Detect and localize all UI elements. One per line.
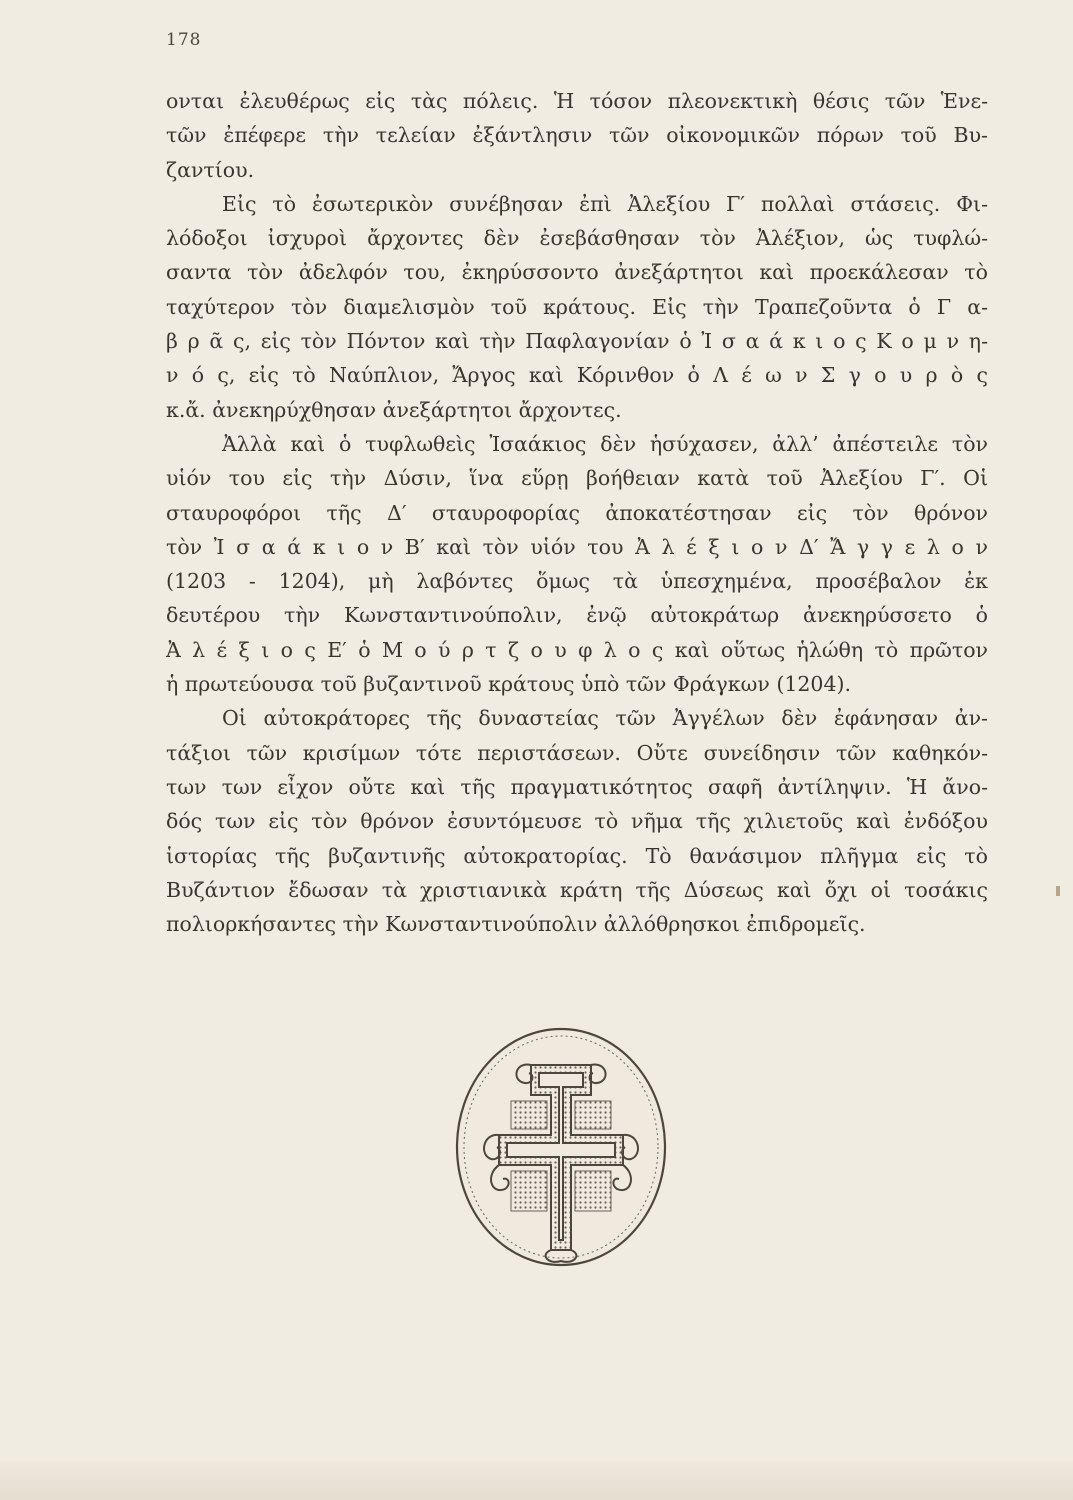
text-line: λόδοξοι ἰσχυροὶ ἄρχοντες δὲν ἐσεβάσθησαν τὸν Ἀλέξιον, ὡς τυφλώ- (166, 226, 988, 251)
text-line: των των εἶχον οὔτε καὶ τῆς πραγματικότητος σαφῆ ἀντίληψιν. Ἡ ἄνο- (166, 774, 988, 799)
text-line: δευτέρου τὴν Κωνσταντινούπολιν, ἐνῷ αὐτοκράτωρ ἀνεκηρύσσετο ὁ (166, 603, 988, 628)
byzantine-seal-cross-icon (453, 1025, 669, 1269)
text-line: σταυροφόροι τῆς Δ′ σταυροφορίας ἀποκατέστησαν εἰς τὸν θρόνον (166, 500, 988, 525)
text-line: Οἱ αὐτοκράτορες τῆς δυναστείας τῶν Ἀγγέλων δὲν ἐφάνησαν ἀν- (222, 706, 988, 731)
page-number: 178 (166, 30, 202, 50)
text-line: Ἀλλὰ καὶ ὁ τυφλωθεὶς Ἰσαάκιος δὲν ἡσύχασεν, ἀλλ’ ἀπέστειλε τὸν (222, 431, 988, 456)
text-line: ζαντίου. (166, 157, 255, 182)
body-text (166, 84, 988, 941)
text-line: σαντα τὸν ἀδελφόν του, ἐκηρύσσοντο ἀνεξάρτητοι καὶ προεκάλεσαν τὸ (166, 260, 988, 285)
text-line: ν ό ς, εἰς τὸ Ναύπλιον, Ἄργος καὶ Κόρινθον ὁ Λ έ ω ν Σ γ ο υ ρ ὸ ς (166, 363, 988, 388)
text-line: Βυζάντιον ἔδωσαν τὰ χριστιανικὰ κράτη τῆς Δύσεως καὶ ὄχι οἱ τοσάκις (166, 877, 988, 902)
text-line: β ρ ᾶ ς, εἰς τὸν Πόντον καὶ τὴν Παφλαγονίαν ὁ Ἰ σ α ά κ ι ο ς Κ ο μ ν η- (166, 329, 988, 354)
text-line: ἱστορίας τῆς βυζαντινῆς αὐτοκρατορίας. Τὸ θανάσιμον πλῆγμα εἰς τὸ (166, 843, 988, 868)
text-line: ονται ἐλευθέρως εἰς τὰς πόλεις. Ἡ τόσον πλεονεκτικὴ θέσις τῶν Ἑνε- (166, 89, 988, 113)
text-line: κ.ἄ. ἀνεκηρύχθησαν ἀνεξάρτητοι ἄρχοντες. (166, 397, 622, 422)
text-line: πολιορκήσαντες τὴν Κωνσταντινούπολιν ἀλλόθρησκοι ἐπιδρομεῖς. (166, 912, 866, 937)
text-line: (1203 - 1204), μὴ λαβόντες ὅμως τὰ ὑπεσχημένα, προσέβαλον ἐκ (166, 569, 988, 594)
text-line: Εἰς τὸ ἐσωτερικὸν συνέβησαν ἐπὶ Ἀλεξίου Γ′ πολλαὶ στάσεις. Φι- (222, 191, 988, 216)
page-edge (0, 1462, 1073, 1500)
text-line: τάξιοι τῶν κρισίμων τότε περιστάσεων. Οὔτε συνείδησιν τῶν καθηκόν- (166, 740, 988, 765)
text-line: ταχύτερον τὸν διαμελισμὸν τοῦ κράτους. Εἰς τὴν Τραπεζοῦντα ὁ Γ α- (166, 294, 988, 319)
text-line: τὸν Ἰ σ α ά κ ι ο ν Β′ καὶ τὸν υἱόν του Ἀ λ έ ξ ι ο ν Δ′ Ἄ γ γ ε λ ο ν (166, 534, 988, 559)
text-line: ἡ πρωτεύουσα τοῦ βυζαντινοῦ κράτους ὑπὸ τῶν Φράγκων (1204). (166, 672, 851, 697)
text-line: υἱόν του εἰς τὴν Δύσιν, ἵνα εὕρῃ βοήθειαν κατὰ τοῦ Ἀλεξίου Γ′. Οἱ (166, 466, 988, 491)
margin-mark (1056, 886, 1060, 896)
text-line: δός των εἰς τὸν θρόνον ἐσυντόμευσε τὸ νῆμα τῆς χιλιετοῦς καὶ ἐνδόξου (166, 809, 988, 834)
text-line: Ἀ λ έ ξ ι ο ς Ε′ ὁ Μ ο ύ ρ τ ζ ο υ φ λ ο ς καὶ οὕτως ἡλώθη τὸ πρῶτον (166, 637, 988, 662)
text-line: τῶν ἐπέφερε τὴν τελείαν ἐξάντλησιν τῶν οἰκονομικῶν πόρων τοῦ Βυ- (166, 123, 988, 148)
